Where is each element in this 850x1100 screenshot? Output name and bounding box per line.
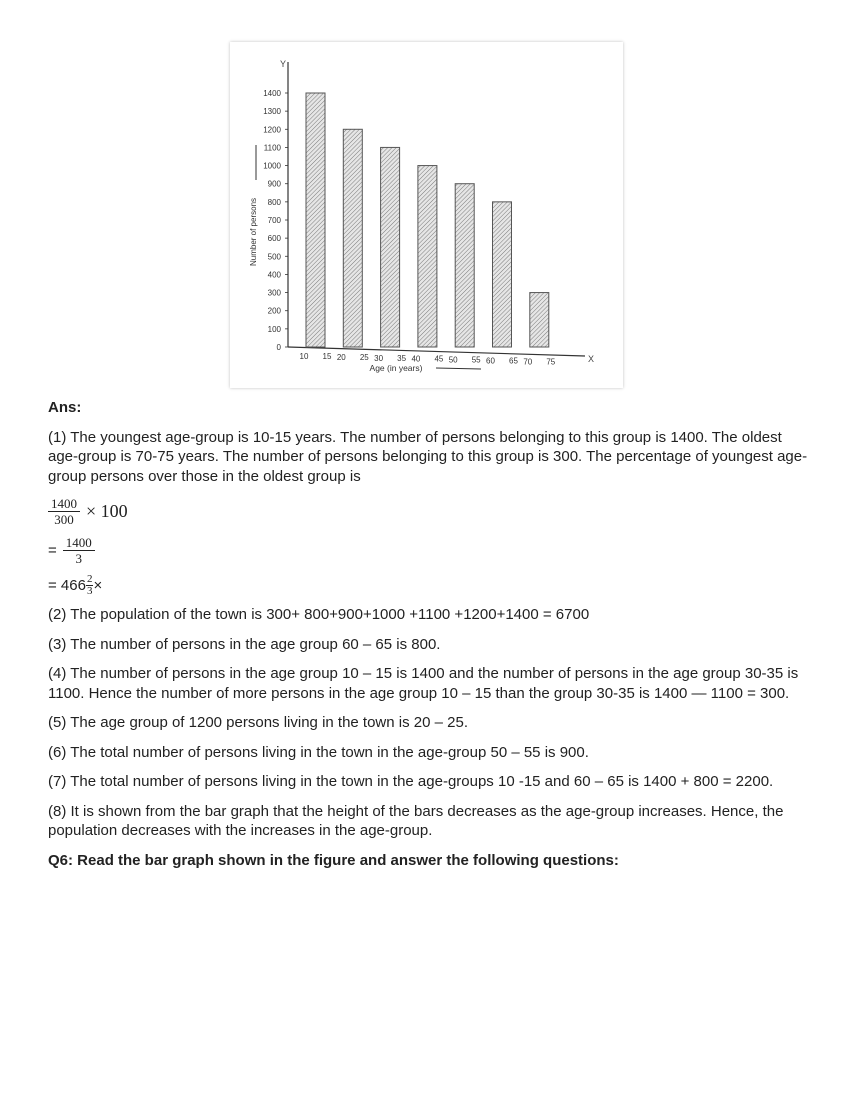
x-tick-label: 60 [486, 356, 495, 366]
x-tick-label: 25 [359, 352, 369, 362]
answer-part-2: (2) The population of the town is 300+ 800+900+1000 +1100 +1200+1400 = 6700 [48, 606, 590, 623]
answer-part-6: (6) The total number of persons living in the town in the age-group 50 – 55 is 900. [48, 743, 589, 761]
x-tick-label: 75 [546, 357, 556, 367]
x-axis-label: Age (in years) [369, 363, 423, 373]
y-tick-label: 1400 [263, 89, 281, 98]
result-tail: × [93, 576, 103, 594]
answer-section [48, 398, 808, 870]
times-100: × 100 [86, 500, 128, 521]
x-axis-letter: X [588, 354, 595, 364]
x-tick-label: 20 [336, 352, 346, 362]
fraction-1400-over-300: $\frac{1400}{300}$ [48, 496, 80, 527]
x-tick-label: 70 [523, 357, 533, 367]
y-tick-label: 900 [267, 179, 281, 189]
bar-chart-figure [230, 42, 623, 388]
x-tick-label: 15 [322, 352, 332, 361]
equation-3 [48, 574, 808, 597]
y-tick-label: 200 [267, 306, 281, 316]
y-tick-label: 1000 [263, 161, 281, 171]
x-tick-label: 40 [411, 354, 421, 364]
y-tick-label: 300 [267, 288, 281, 298]
bar-chart [230, 42, 623, 388]
x-tick-label: 55 [471, 355, 481, 365]
result-whole: = 466 [48, 576, 86, 594]
bar [418, 166, 437, 347]
x-tick-label: 65 [509, 356, 518, 366]
answer-part-3: (3) The number of persons in the age group 60 – 65 is 800. [48, 635, 441, 653]
bar [530, 293, 549, 347]
fraction-two-thirds: $\frac{2}{3}$ [86, 573, 93, 597]
x-tick-label: 30 [374, 353, 384, 363]
x-tick-label: 50 [448, 355, 458, 365]
y-axis-label: Number of persons [249, 197, 258, 267]
y-axis-letter: Y [280, 59, 287, 69]
y-tick-label: 1100 [263, 143, 281, 153]
y-tick-label: 600 [267, 234, 281, 244]
bar [381, 147, 400, 347]
y-tick-label: 800 [267, 197, 281, 207]
answer-part-7: (7) The total number of persons living in the town in the age-groups 10 -15 and 60 – 65 is 1400 + 800 = 2200. [48, 773, 774, 790]
answer-part-8: (8) It is shown from the bar graph that the height of the bars decreases as the age-group increases. Hence, the population decreases with the increases in the age-group. [48, 802, 784, 839]
answer-heading: Ans: [48, 399, 82, 416]
y-tick-label: 700 [267, 216, 281, 225]
answer-part-5: (5) The age group of 1200 persons living in the town is 20 – 25. [48, 714, 468, 731]
bar [493, 202, 512, 347]
equals-sign: = [48, 541, 57, 559]
y-tick-label: 100 [267, 324, 281, 334]
equation-2 [48, 535, 808, 566]
equation-1 [48, 496, 808, 527]
y-tick-label: 500 [267, 252, 281, 262]
y-tick-label: 1300 [263, 107, 281, 117]
x-tick-label: 45 [434, 354, 444, 364]
y-tick-label: 400 [267, 270, 281, 280]
x-tick-label: 35 [397, 353, 407, 363]
bar [343, 129, 362, 347]
x-tick-label: 10 [299, 352, 309, 361]
x-axis-label-arrow [436, 368, 481, 369]
next-question-heading: Q6: Read the bar graph shown in the figure and answer the following questions: [48, 851, 619, 869]
fraction-1400-over-3: $\frac{1400}{3}$ [63, 535, 95, 566]
y-tick-label: 1200 [263, 125, 281, 135]
answer-part-4: (4) The number of persons in the age group 10 – 15 is 1400 and the number of persons in the age group 30-35 is 1100. Hence the number of more persons in the age group 10 – 15 than the group 30-35 is 1400 — 1100 = 300. [48, 665, 799, 702]
answer-part-1: (1) The youngest age-group is 10-15 years. The number of persons belonging to this group is 1400. The oldest age-group is 70-75 years. The number of persons belonging to this group is 300. The percentage of youngest age-group persons over those in the oldest group is [48, 428, 808, 485]
bar [306, 93, 325, 347]
y-tick-label: 0 [276, 343, 281, 352]
bar [455, 184, 474, 347]
